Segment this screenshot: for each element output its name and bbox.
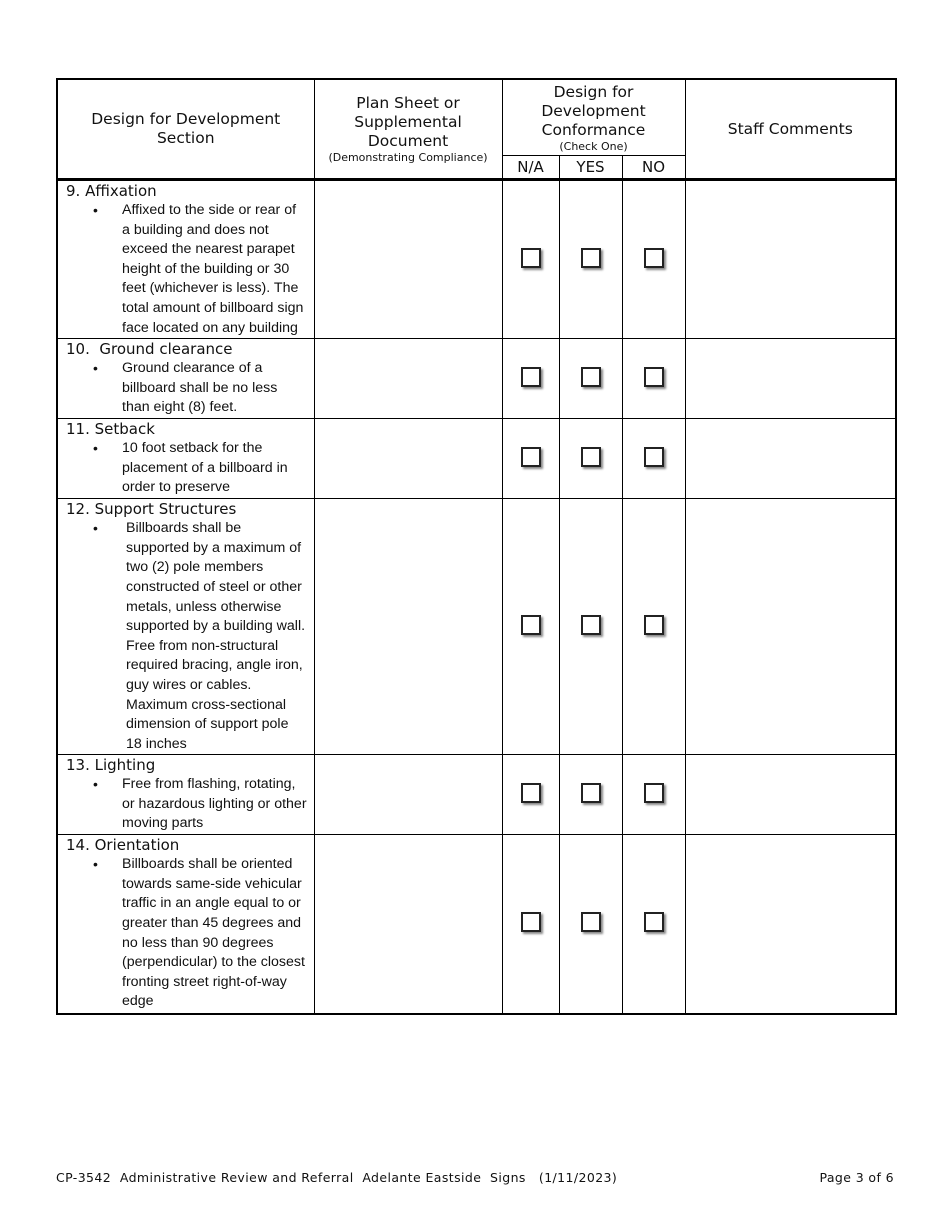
staff-comments-column-header (685, 79, 896, 180)
yes-checkbox[interactable] (581, 447, 601, 467)
yes-checkbox[interactable] (581, 248, 601, 268)
no-column-header: NO (622, 156, 685, 180)
table-row-setback (57, 419, 896, 499)
conformance-column-label: Design for Development Conformance (541, 82, 646, 139)
plan-sheet-column-note: (Demonstrating Compliance) (328, 151, 488, 164)
no-cell (622, 180, 685, 339)
staff-comments-cell[interactable] (685, 339, 896, 419)
table-row-ground-clearance (57, 339, 896, 419)
no-cell (622, 339, 685, 419)
plan-sheet-cell[interactable] (314, 499, 502, 755)
section-requirement: • Free from flashing, rotating, or hazardous lighting or other moving parts (58, 775, 314, 834)
na-cell (502, 419, 559, 499)
section-cell (57, 419, 314, 499)
na-checkbox[interactable] (521, 367, 541, 387)
no-checkbox[interactable] (644, 615, 664, 635)
no-checkbox[interactable] (644, 447, 664, 467)
section-requirement: • Billboards shall be oriented towards same-side vehicular traffic in an angle equal to or greater than 45 degrees and no less than 90 degrees (perpendicular) to the closest fronting street right-of-way edge (58, 855, 314, 1012)
section-column-header (57, 79, 314, 180)
na-cell (502, 339, 559, 419)
plan-sheet-column-label: Plan Sheet or Supplemental Document (354, 94, 462, 150)
yes-cell (559, 499, 622, 755)
yes-cell (559, 180, 622, 339)
no-checkbox[interactable] (644, 783, 664, 803)
yes-checkbox[interactable] (581, 783, 601, 803)
yes-checkbox[interactable] (581, 367, 601, 387)
section-title: 10. Ground clearance (66, 340, 233, 359)
table-row-orientation (57, 835, 896, 1014)
section-title: 11. Setback (66, 420, 155, 439)
footer-form-id: CP-3542 Administrative Review and Referral Adelante Eastside Signs (1/11/2023) (56, 1170, 618, 1185)
na-checkbox[interactable] (521, 615, 541, 635)
plan-sheet-column-header (314, 79, 502, 180)
section-requirement: • Ground clearance of a billboard shall be no less than eight (8) feet. (58, 359, 314, 418)
section-cell (57, 755, 314, 835)
staff-comments-cell[interactable] (685, 755, 896, 835)
table-row-lighting (57, 755, 896, 835)
na-cell (502, 755, 559, 835)
staff-comments-cell[interactable] (685, 835, 896, 1014)
na-cell (502, 835, 559, 1014)
section-column-label: Design for Development Section (91, 110, 281, 147)
plan-sheet-cell[interactable] (314, 755, 502, 835)
na-checkbox[interactable] (521, 248, 541, 268)
no-cell (622, 835, 685, 1014)
conformance-column-header (502, 79, 685, 156)
section-title: 13. Lighting (66, 756, 156, 775)
na-column-header: N/A (502, 156, 559, 180)
yes-cell (559, 755, 622, 835)
section-requirement: • 10 foot setback for the placement of a billboard in order to preserve (58, 439, 314, 498)
yes-column-header: YES (559, 156, 622, 180)
plan-sheet-cell[interactable] (314, 419, 502, 499)
yes-checkbox[interactable] (581, 615, 601, 635)
na-checkbox[interactable] (521, 447, 541, 467)
conformance-column-note: (Check One) (559, 139, 628, 153)
yes-checkbox[interactable] (581, 912, 601, 932)
na-cell (502, 499, 559, 755)
no-checkbox[interactable] (644, 367, 664, 387)
conformance-table (56, 78, 897, 1015)
plan-sheet-cell[interactable] (314, 180, 502, 339)
section-cell (57, 339, 314, 419)
section-title: 12. Support Structures (66, 500, 237, 519)
plan-sheet-cell[interactable] (314, 835, 502, 1014)
yes-cell (559, 339, 622, 419)
yes-cell (559, 419, 622, 499)
na-cell (502, 180, 559, 339)
na-checkbox[interactable] (521, 783, 541, 803)
staff-comments-column-label: Staff Comments (727, 119, 853, 138)
section-title: 14. Orientation (66, 836, 180, 855)
na-checkbox[interactable] (521, 912, 541, 932)
no-checkbox[interactable] (644, 912, 664, 932)
no-cell (622, 755, 685, 835)
staff-comments-cell[interactable] (685, 180, 896, 339)
no-cell (622, 499, 685, 755)
staff-comments-cell[interactable] (685, 419, 896, 499)
section-requirement: • Billboards shall be supported by a maximum of two (2) pole members constructed of steel or other metals, unless otherwise supported by a building wall. Free from non-structural required bracing, angle iron, guy wires or cables. Maximum cross-sectional dimension of support pole 18 inches (58, 519, 314, 754)
no-checkbox[interactable] (644, 248, 664, 268)
section-cell (57, 499, 314, 755)
staff-comments-cell[interactable] (685, 499, 896, 755)
plan-sheet-cell[interactable] (314, 339, 502, 419)
section-requirement: • Affixed to the side or rear of a building and does not exceed the nearest parapet height of the building or 30 feet (whichever is less). The total amount of billboard sign face located on any building (58, 201, 314, 338)
table-row-affixation (57, 180, 896, 339)
section-cell (57, 835, 314, 1014)
footer-page-number: Page 3 of 6 (819, 1170, 894, 1185)
table-row-support-structures (57, 499, 896, 755)
section-title: 9. Affixation (66, 182, 157, 200)
yes-cell (559, 835, 622, 1014)
no-cell (622, 419, 685, 499)
section-cell (57, 180, 314, 339)
